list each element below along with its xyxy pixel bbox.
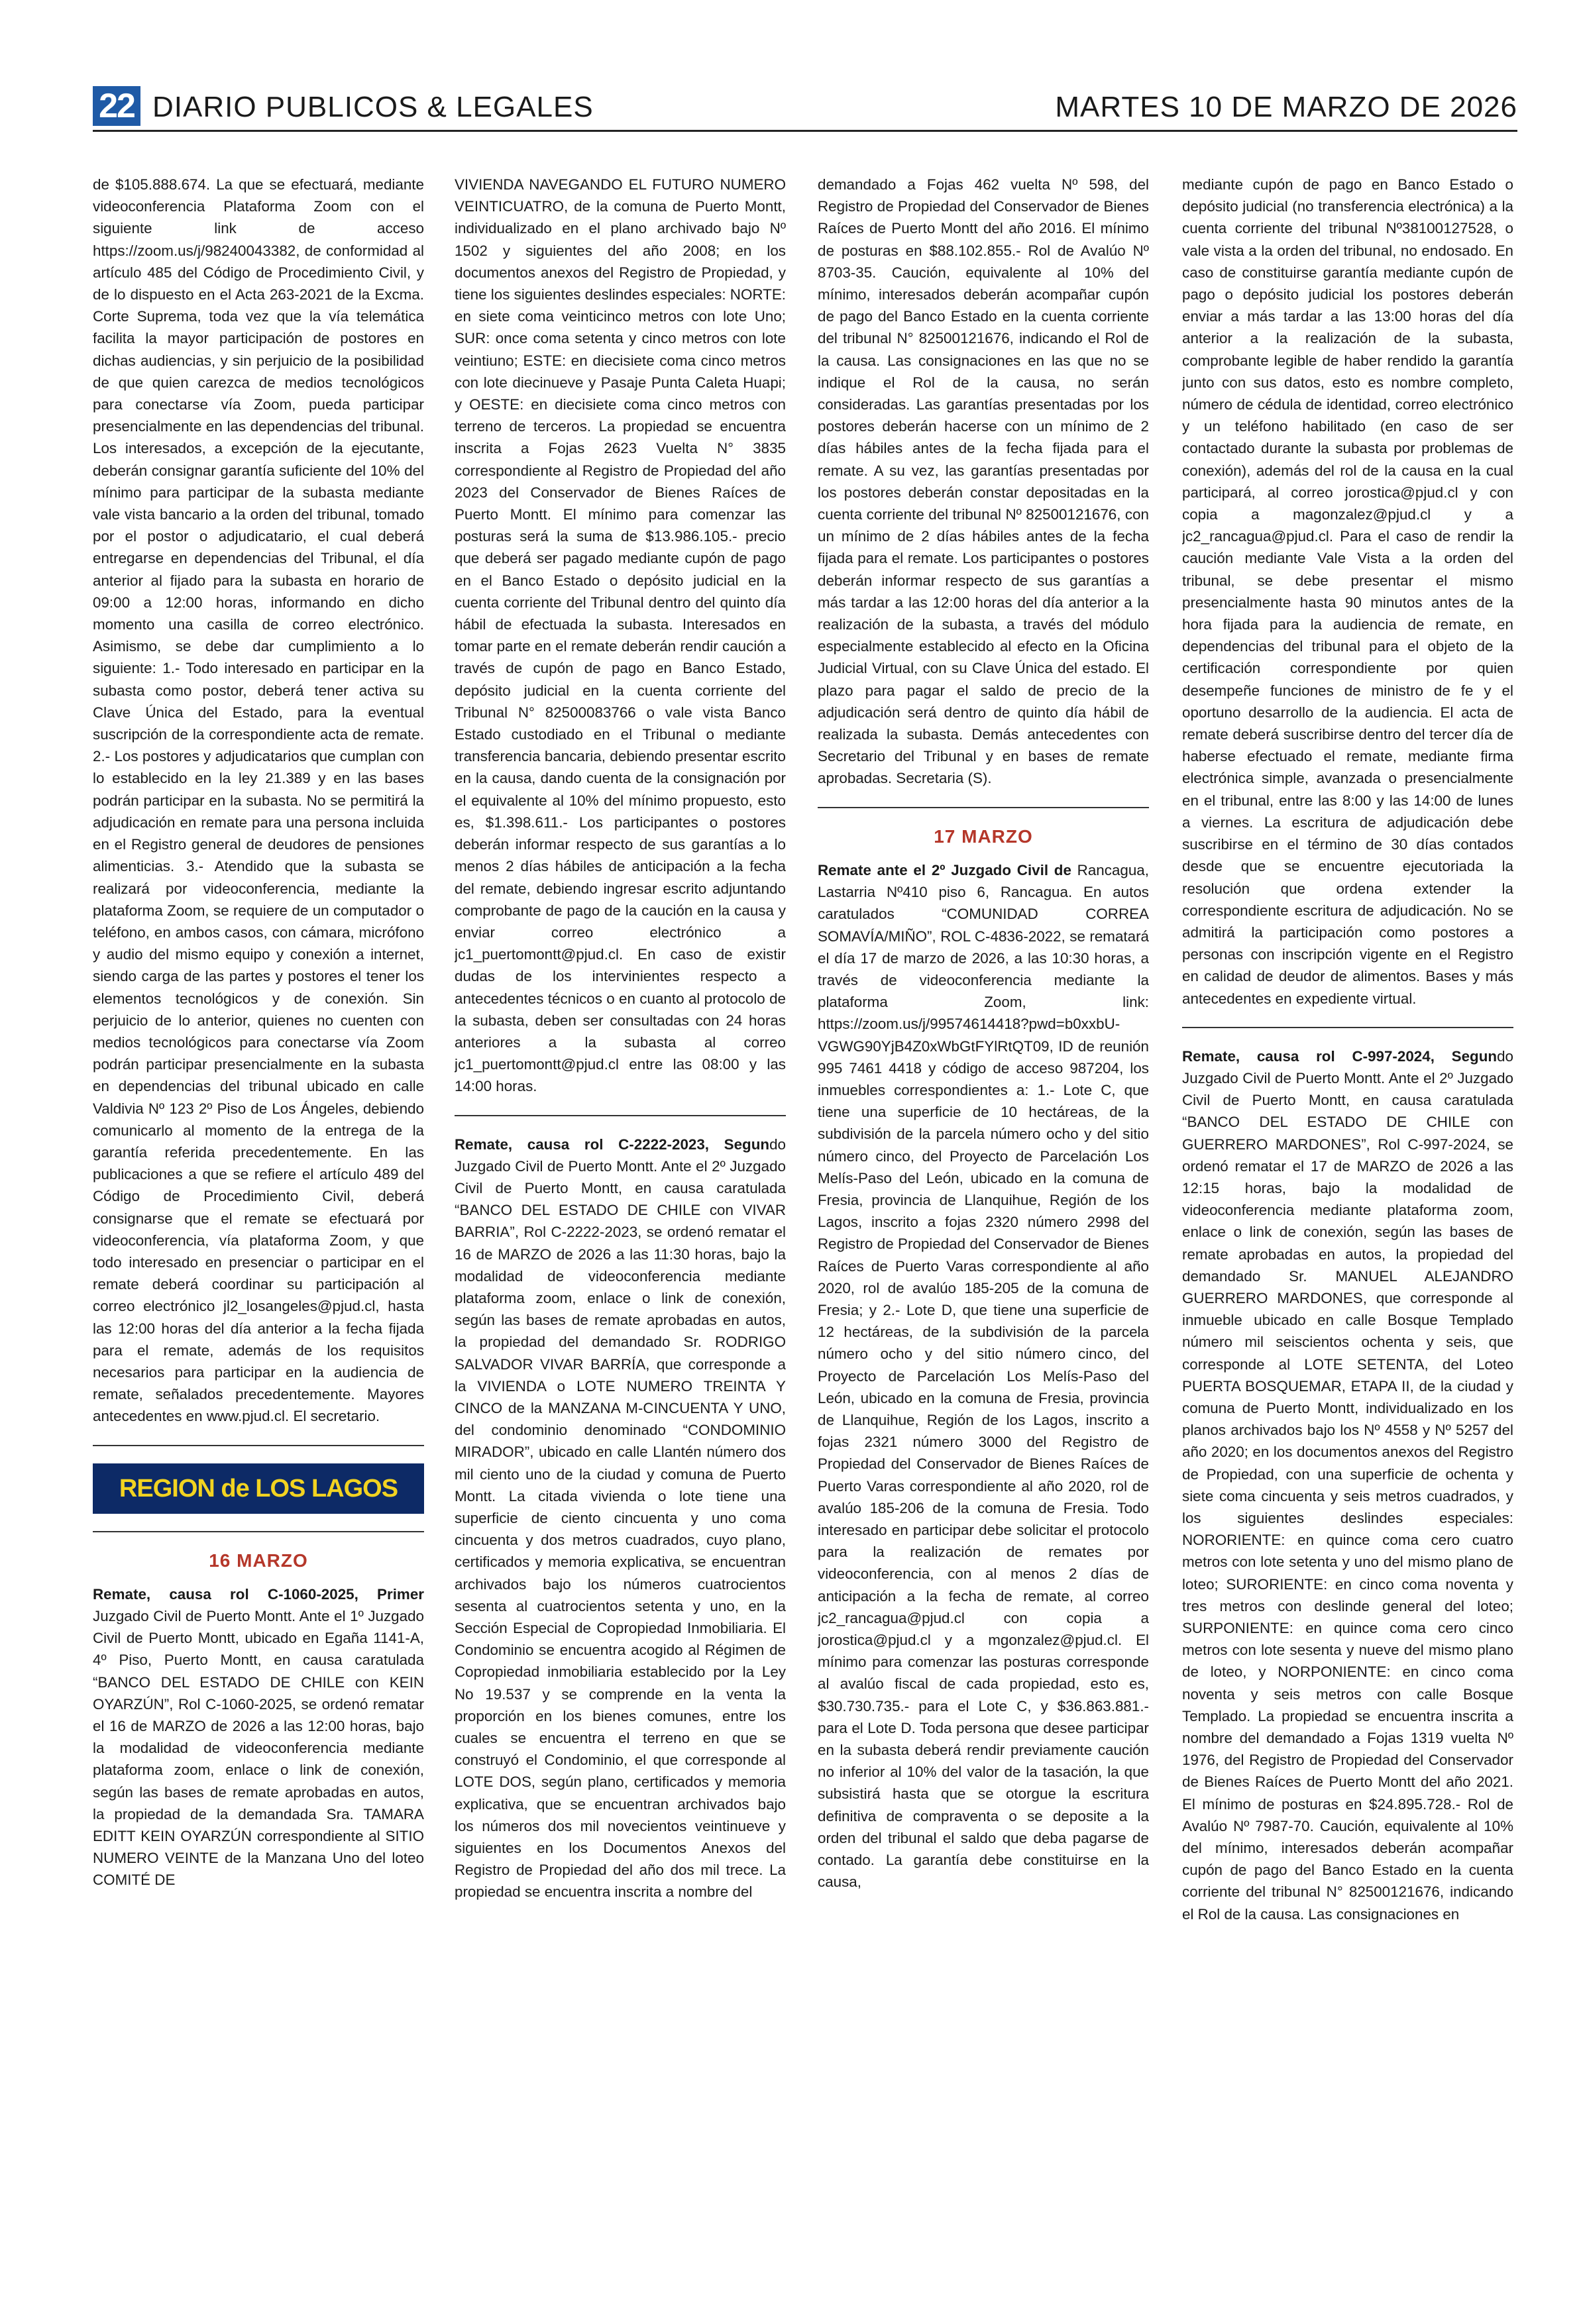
issue-date: MARTES 10 DE MARZO DE 2026 [1055,91,1517,123]
notice-lead: Remate, causa rol C-997-2024, Segun [1182,1047,1498,1065]
notice-lead: Remate, causa rol C-1060-2025, Primer [93,1585,424,1603]
column-2 [455,174,786,2294]
page-header [93,86,1517,126]
notice-continuation: de $105.888.674. La que se efectuará, mediante videoconferencia Plataforma Zoom con el siguiente link de acceso https://zoom.us/j/98240043382, de conformidad al artículo 485 del Código de Procedimiento Civil, y de lo dispuesto en el Acta 263-2021 de la Excma. Corte Suprema, toda vez que la vía telemática facilita la mayor participación de postores en dichas audiencias, y sin perjuicio de la posibilidad de que quien carezca de medios tecnológicos para conectarse vía Zoom, pueda participar presencialmente en las dependencias del tribunal. Los interesados, a excepción de la ejecutante, deberán consignar garantía suficiente del 10% del mínimo para participar de la subasta mediante vale vista bancario a la orden del tribunal, tomado por el postor o adjudicatario, el cual deberá entregarse en dependencias del Tribunal, el día anterior al fijado para la subasta en horario de 09:00 a 12:00 horas, informando en dicho momento una casilla de correo electrónico. Asimismo, se debe dar cumplimiento a lo siguiente: 1.- Todo interesado en participar en la subasta como postor, deberá tener activa su Clave Única del Estado, para la eventual suscripción de la correspondiente acta de remate. 2.- Los postores y adjudicatarios que cumplan con lo establecido en la ley 21.389 y en las bases podrán participar en la subasta. No se permitirá la adjudicación en remate para una persona incluida en el Registro general de deudores de pensiones alimenticias. 3.- Atendido que la subasta se realizará por videoconferencia, mediante la plataforma Zoom, se requiere de un computador o teléfono, en ambos casos, con cámara, micrófono y audio del mismo equipo y conexión a internet, siendo carga de las partes y postores el tener los elementos tecnológicos y de conexión. Sin perjuicio de lo anterior, quienes no cuenten con medios tecnológicos para conectarse vía Zoom podrán participar presencialmente en la subasta en dependencias del tribunal ubicado en calle Valdivia Nº 123 2º Piso de Los Ángeles, debiendo comunicarlo al momento de la entrega de la garantía referida precedentemente. En las publicaciones a que se refiere el artículo 489 del Código de Procedimiento Civil, deberá consignarse que el remate se efectuará por videoconferencia, vía plataforma Zoom, y que todo interesado en presenciar o participar en el remate deberá coordinar su participación al correo electrónico jl2_losangeles@pjud.cl, hasta las 12:00 horas del día anterior a la fecha fijada para el remate, además de los requisitos necesarios para participar en la audiencia de remate, señalados precedentemente. Mayores antecedentes en www.pjud.cl. El secretario. [93,176,424,1425]
notice-lead: Remate ante el 2º Juzgado Civil de [818,861,1071,878]
date-heading: 17 MARZO [934,825,1033,847]
notice-body: do Juzgado Civil de Puerto Montt. Ante el 2º Juzgado Civil de Puerto Montt, en causa caratulada “BANCO DEL ESTADO DE CHILE con VIVAR BARRIA”, Rol C-2222-2023, se ordenó rematar el 16 de MARZO de 2026 a las 11:30 horas, bajo la modalidad de videoconferencia mediante plataforma zoom, enlace o link de conexión, según las bases de remate aprobadas en autos, la propiedad del demandado Sr. RODRIGO SALVADOR VIVAR BARRÍA, que corresponde a la VIVIENDA o LOTE NUMERO TREINTA Y CINCO de la MANZANA M-CINCUENTA Y UNO, del condominio denominado “CONDOMINIO MIRADOR”, ubicado en calle Llantén número dos mil ciento uno de la ciudad y comuna de Puerto Montt. La citada vivienda o lote tiene una superficie de ciento cincuenta y uno coma cincuenta y dos metros cuadrados, cuyo plano, certificados y memoria explicativa, se encuentran archivados bajo los números cuatrocientos sesenta al cuatrocientos setenta y uno, en la Sección Especial de Copropiedad Inmobiliaria. El Condominio se encuentra acogido al Régimen de Copropiedad inmobiliaria establecido por la Ley No 19.537 y se comprende en la venta la proporción en los bienes comunes, entre los cuales se encuentra el terreno en que se construyó el Condominio, el que corresponde al LOTE DOS, según plano, certificados y memoria explicativa, que se encuentran archivados bajo los números dos mil novecientos veintinueve y siguientes en los Documentos Anexos del Registro de Propiedad del año dos mil trece. La propiedad se encuentra inscrita a nombre del [455,1136,786,1901]
paper-name: DIARIO PUBLICOS & LEGALES [152,91,594,123]
section-divider [455,1115,786,1116]
notice [1182,1045,1513,1925]
section-divider [818,807,1149,808]
header-divider [93,130,1517,132]
notice-body: Juzgado Civil de Puerto Montt. Ante el 1º Juzgado Civil de Puerto Montt, ubicado en Egaña 1141-A, 4º Piso, Puerto Montt, en causa caratulada “BANCO DEL ESTADO DE CHILE con KEIN OYARZÚN”, Rol C-1060-2025, se ordenó rematar el 16 de MARZO de 2026 a las 12:00 horas, bajo la modalidad de videoconferencia mediante plataforma zoom, enlace o link de conexión, según las bases de remate aprobadas en autos, la propiedad de la demandada Sra. TAMARA EDITT KEIN OYARZÚN correspondiente al SITIO NUMERO VEINTE de la Manzana Uno del loteo COMITÉ DE [93,1607,424,1889]
notice-body: do Juzgado Civil de Puerto Montt. Ante el 2º Juzgado Civil de Puerto Montt, en causa caratulada “BANCO DEL ESTADO DE CHILE con GUERRERO MARDONES”, Rol C-997-2024, se ordenó rematar el 17 de MARZO de 2026 a las 12:15 horas, bajo la modalidad de videoconferencia mediante plataforma zoom, enlace o link de conexión, según las bases de remate aprobadas en autos, la propiedad del demandado Sr. MANUEL ALEJANDRO GUERRERO MARDONES, que corresponde al inmueble ubicado en calle Bosque Templado número mil seiscientos ochenta y seis, que corresponde al LOTE SETENTA, del Loteo PUERTA BOSQUEMAR, ETAPA II, de la ciudad y comuna de Puerto Montt, individualizado en los planos archivados bajo los Nº 4558 y Nº 5257 del año 2020; en los documentos anexos del Registro de Propiedad, con una superficie de ochenta y siete coma cincuenta y seis metros cuadrados, y los siguientes deslindes especiales: NORORIENTE: en quince coma cero cuatro metros con lote setenta y uno del mismo plano de loteo; SURORIENTE: en cinco coma noventa y tres metros con deslinde general del loteo; SURPONIENTE: en quince coma cero cinco metros con lote sesenta y nueve del mismo plano de loteo, y NORPONIENTE: en cinco coma noventa y seis metros con calle Bosque Templado. La propiedad se encuentra inscrita a nombre del demandado a Fojas 1319 vuelta Nº 1976, del Registro de Propiedad del Conservador de Bienes Raíces de Puerto Montt del año 2021. El mínimo de posturas en $24.895.728.- Rol de Avalúo Nº 7987-70. Caución, equivalente al 10% del mínimo, interesados deberán acompañar cupón de pago del Banco Estado en la cuenta corriente del tribunal N° 82500121676, indicando el Rol de la causa. Las consignaciones en [1182,1047,1513,1923]
column-3 [818,174,1149,2294]
section-divider [93,1531,424,1532]
notice-continuation: mediante cupón de pago en Banco Estado o depósito judicial (no transferencia electrónica) a la cuenta corriente del tribunal Nº38100127528, o vale vista a la orden del tribunal, no endosado. En caso de constituirse garantía mediante cupón de pago o depósito judicial los postores deberán enviar a más tardar a las 13:00 horas del día anterior a la realización de la subasta, comprobante legible de haber rendido la garantía junto con sus datos, esto es nombre completo, número de cédula de identidad, correo electrónico y un teléfono habilitado (en caso de ser contactado durante la subasta por problemas de conexión), además del rol de la causa en la cual participará, al correo jorostica@pjud.cl y con copia a magonzalez@pjud.cl y a jc2_rancagua@pjud.cl. Para el caso de rendir la caución mediante Vale Vista a la orden del tribunal, se debe presentar el mismo presencialmente hasta 90 minutos antes de la hora fijada para la audiencia de remate, en dependencias del tribunal para el objeto de la certificación correspondiente por quien desempeñe funciones de ministro de fe y el oportuno desarrollo de la audiencia. El acta de remate deberá suscribirse dentro del tercer día de haberse efectuado el remate, mediante firma electrónica simple, avanzada o presencialmente en el tribunal, entre las 8:00 y las 14:00 de lunes a viernes. La escritura de adjudicación debe suscribirse en el término de 30 días contados desde que se encuentre ejecutoriada la resolución que ordena extender la correspondiente escritura de adjudicación. No se admitirá la participación como postores a personas con inscripción vigente en el Registro en calidad de deudor de alimentos. Bases y más antecedentes en expediente virtual. [1182,176,1513,1007]
notice-lead: Remate, causa rol C-2222-2023, Segun [455,1136,770,1153]
notice [93,1583,424,1891]
section-divider [1182,1027,1513,1028]
notice-continuation: VIVIENDA NAVEGANDO EL FUTURO NUMERO VEINTICUATRO, de la comuna de Puerto Montt, individualizado en el plano archivado bajo Nº 1502 y siguientes del año 2008; en los documentos anexos del Registro de Propiedad, y tiene los siguientes deslindes especiales: NORTE: en siete coma veinticinco metros con lote Uno; SUR: once coma setenta y cinco metros con lote veintiuno; ESTE: en diecisiete coma cinco metros con lote diecinueve y Pasaje Punta Caleta Huapi; y OESTE: en diecisiete coma cinco metros con terreno de terceros. La propiedad se encuentra inscrita a Fojas 2623 Vuelta N° 3835 correspondiente al Registro de Propiedad del año 2023 del Conservador de Bienes Raíces de Puerto Montt. El mínimo para comenzar las posturas será la suma de $13.986.105.- precio que deberá ser pagado mediante cupón de pago en el Banco Estado o depósito judicial en la cuenta corriente del Tribunal dentro del quinto día hábil de efectuada la subasta. Interesados en tomar parte en el remate deberán rendir caución a través de cupón de pago en Banco Estado, depósito judicial en la cuenta corriente del Tribunal N° 82500083766 o vale vista Banco Estado custodiado en el Tribunal o mediante transferencia bancaria, debiendo presentar escrito en la causa, dando cuenta de la consignación por el equivalente al 10% del mínimo propuesto, esto es, $1.398.611.- Los participantes o postores deberán informar respecto de sus garantías a lo menos 2 días hábiles de anticipación a la fecha del remate, debiendo ingresar escrito adjuntando comprobante de pago de la caución en la causa y enviar correo electrónico a jc1_puertomontt@pjud.cl. En caso de existir dudas de los intervinientes respecto a antecedentes técnicos o en cuanto al protocolo de la subasta, deben ser consultadas con 24 horas anteriores a la subasta al correo jc1_puertomontt@pjud.cl entre las 08:00 y las 14:00 horas. [455,176,786,1095]
column-4 [1182,174,1513,2294]
section-divider [93,1445,424,1446]
notice [818,859,1149,1893]
notice [455,1134,786,1903]
column-1 [93,174,424,2294]
notice-continuation: demandado a Fojas 462 vuelta Nº 598, del Registro de Propiedad del Conservador de Bienes Raíces de Puerto Montt del año 2016. El mínimo de posturas en $88.102.855.- Rol de Avalúo Nº 8703-35. Caución, equivalente al 10% del mínimo, interesados deberán acompañar cupón de pago del Banco Estado en la cuenta corriente del tribunal N° 82500121676, indicando el Rol de la causa. Las consignaciones en las que no se indique el Rol de la causa, no serán consideradas. Las garantías presentadas por los postores deberán hacerse con un mínimo de 2 días hábiles antes de la fecha fijada para el remate. A su vez, las garantías presentadas por los postores deberán constar depositadas en la cuenta corriente del tribunal Nº 82500121676, con un mínimo de 2 días hábiles antes de la fecha fijada para el remate. Los participantes o postores deberán informar respecto de sus garantías a más tardar a las 12:00 horas del día anterior a la realización de la subasta, a través del módulo especialmente establecido al efecto en la Oficina Judicial Virtual, con su Clave Única del estado. El plazo para pagar el saldo de precio de la adjudicación será dentro de quinto día hábil de realizada la subasta. Demás antecedentes con Secretario del Tribunal y en bases de remate aprobadas. Secretaria (S). [818,176,1149,787]
notice-body: Rancagua, Lastarria Nº410 piso 6, Rancagua. En autos caratulados “COMUNIDAD CORREA SOMAVÍA/MIÑO”, ROL C-4836-2022, se rematará el día 17 de marzo de 2026, a las 10:30 horas, a través de videoconferencia mediante la plataforma Zoom, link: https://zoom.us/j/99574614418?pwd=b0xxbU-VGWG90YjB4Z0xWbGtFYlRtQT09, ID de reunión 995 7461 4418 y código de acceso 987204, los inmuebles correspondientes a: 1.- Lote C, que tiene una superficie de 10 hectáreas, de la subdivisión de la parcela número ocho y del sitio número cinco, del Proyecto de Parcelación Los Melís-Paso del León, ubicado en la comuna de Fresia, provincia de Llanquihue, Región de los Lagos, inscrito a fojas 2320 número 2998 del Registro de Propiedad del Conservador de Bienes Raíces de Puerto Varas correspondiente al año 2020, rol de avalúo 185-205 de la comuna de Fresia; y 2.- Lote D, que tiene una superficie de 12 hectáreas, de la subdivisión de la parcela número ocho y del sitio número cinco, del Proyecto de Parcelación Los Melís-Paso del León, ubicado en la comuna de Fresia, provincia de Llanquihue, Región de los Lagos, inscrito a fojas 2321 número 3000 del Registro de Propiedad del Conservador de Bienes Raíces de Puerto Varas correspondiente al año 2020, rol de avalúo 185-206 de la comuna de Fresia. Todo interesado en participar debe solicitar el protocolo para la realización de remates por videoconferencia, con al menos 2 días de anticipación a la fecha de remate, al correo jc2_rancagua@pjud.cl con copia a jorostica@pjud.cl y a mgonzalez@pjud.cl. El mínimo para comenzar las posturas corresponde al avalúo fiscal de cada propiedad, esto es, $30.730.735.- para el Lote C, y $36.863.881.- para el Lote D. Toda persona que desee participar en la subasta deberá rendir previamente caución no inferior al 10% del valor de la tasación, la que subsistirá hasta que se otorgue la escritura definitiva de compraventa o se deposite a la orden del tribunal el saldo que deba pagarse de contado. La garantía debe constituirse en la causa, [818,861,1149,1891]
region-banner: REGION de LOS LAGOS [93,1463,424,1514]
date-heading: 16 MARZO [209,1550,308,1571]
page-number: 22 [93,86,140,126]
